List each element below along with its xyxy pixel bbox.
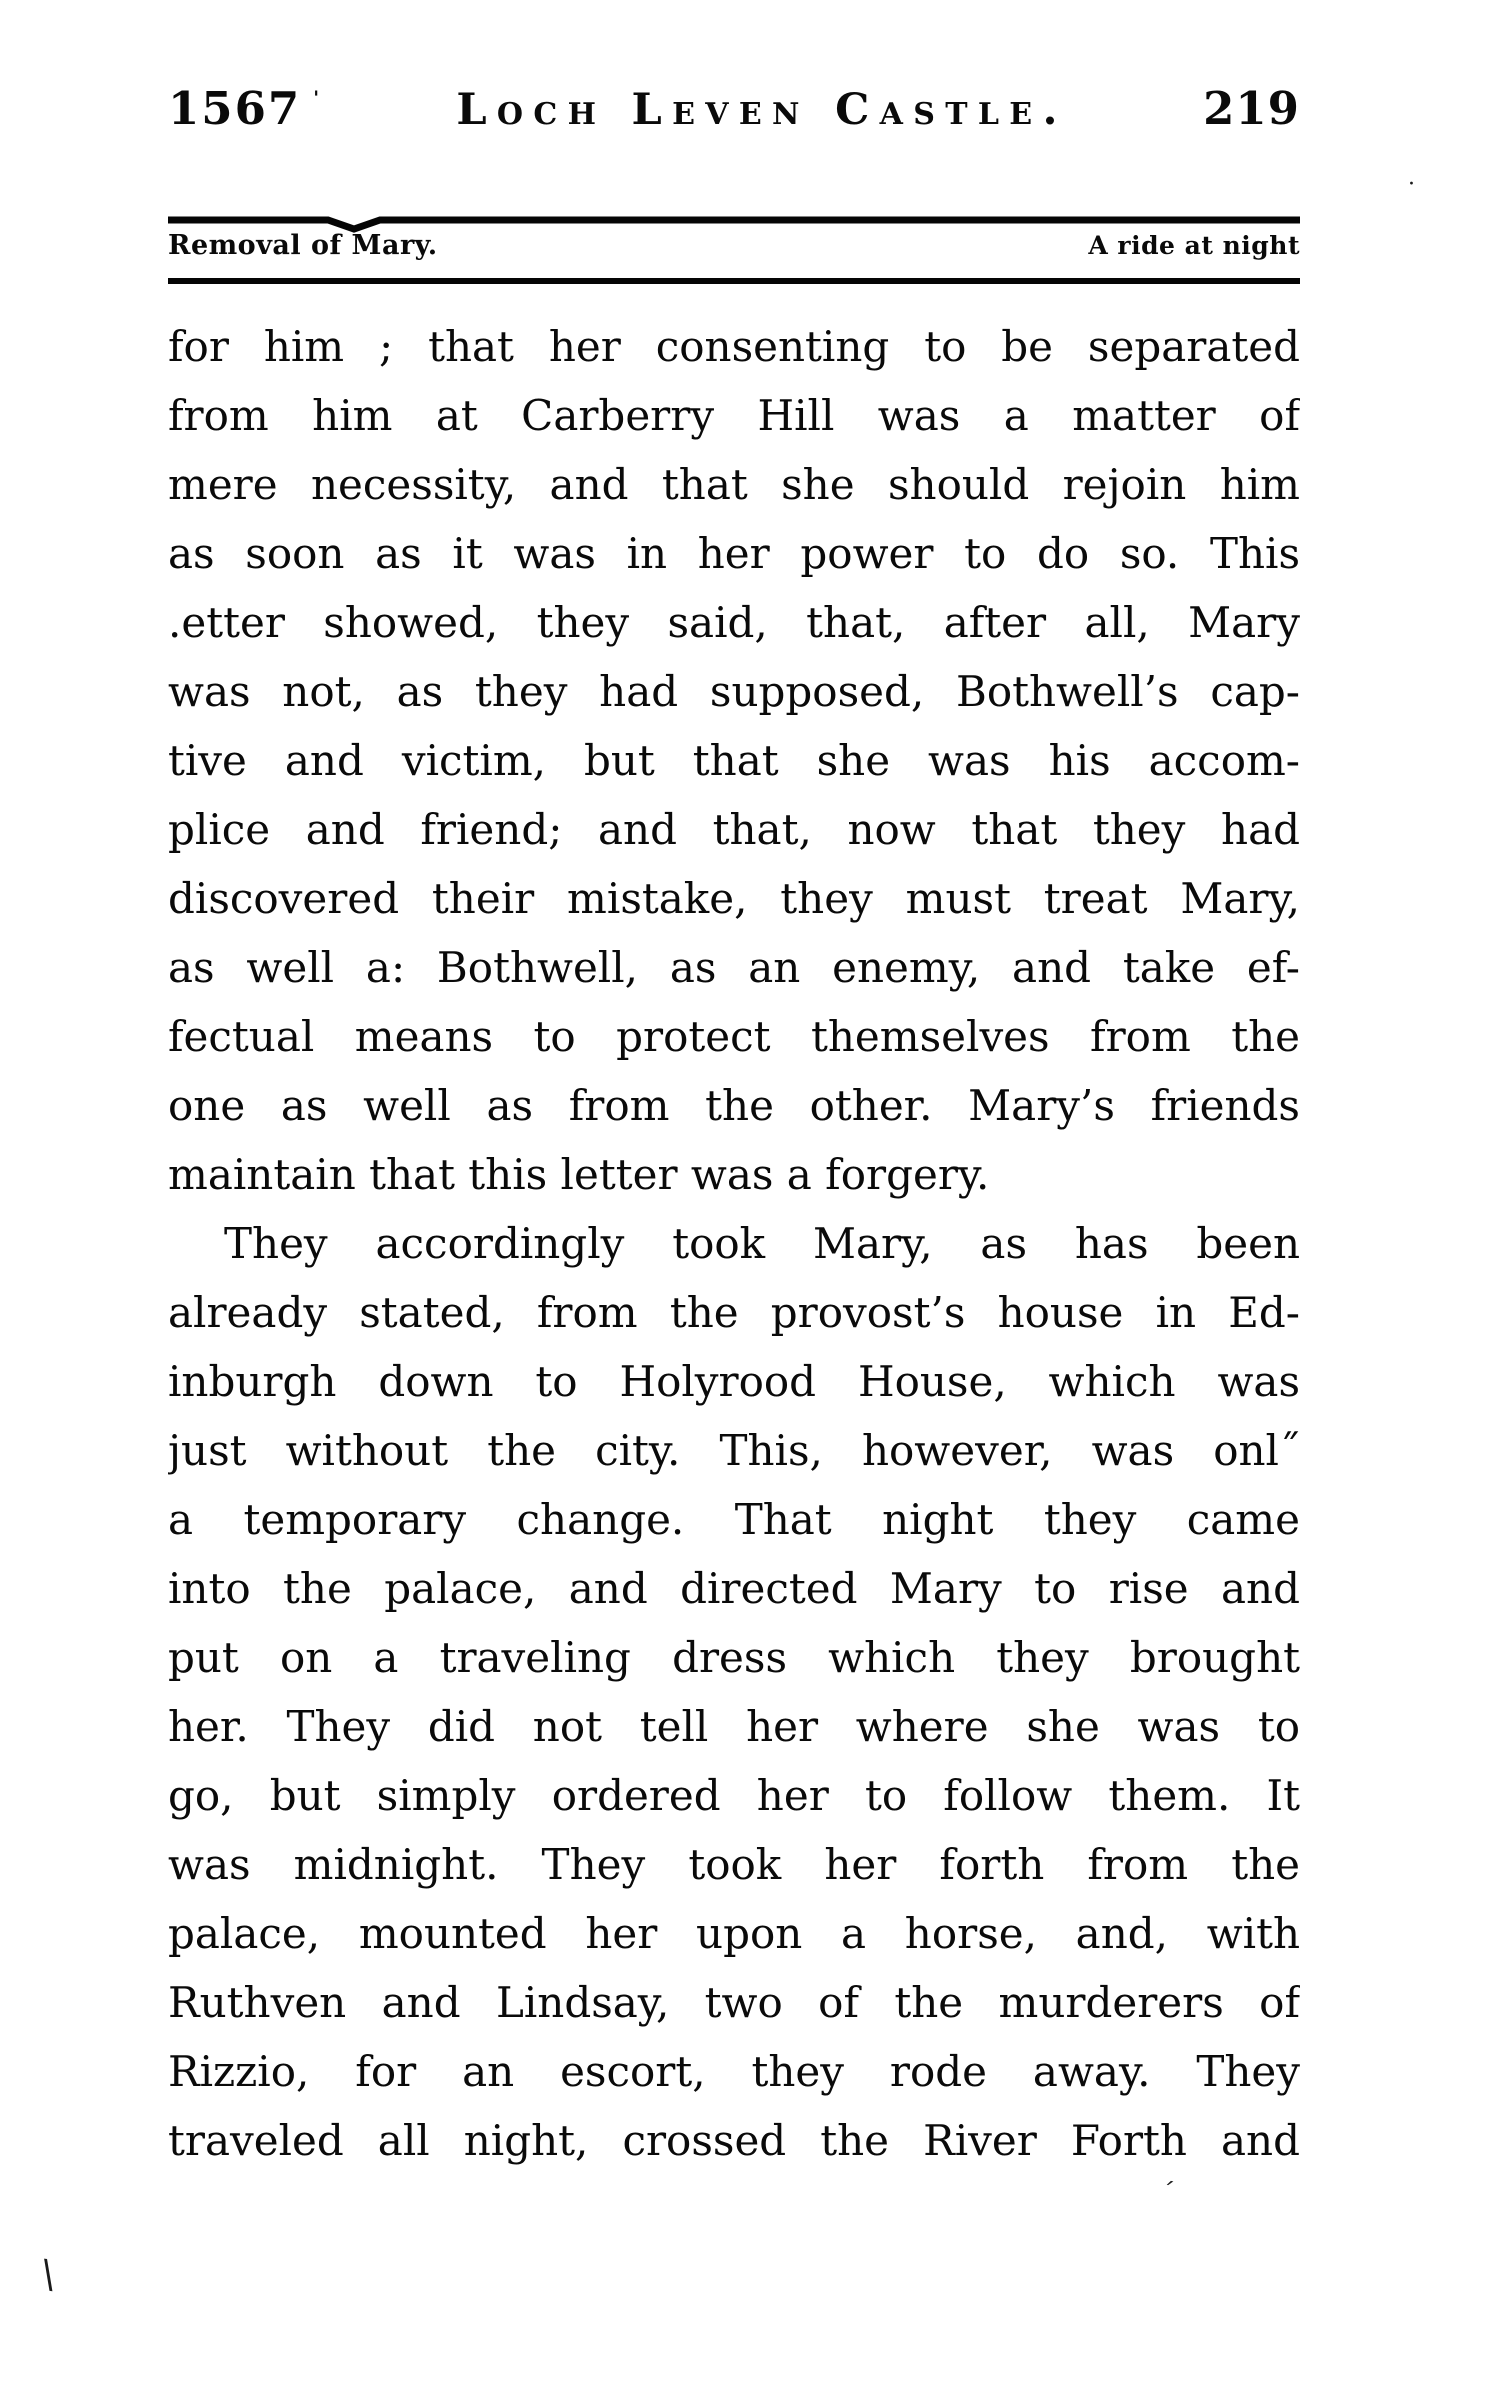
- text-line: put on a traveling dress which they brought: [168, 1633, 1300, 1682]
- scan-mark-after-year: ': [313, 87, 322, 109]
- text-line: her. They did not tell her where she was to: [168, 1702, 1300, 1751]
- running-head-right: A ride at night: [1088, 231, 1300, 260]
- page-body-text: [168, 312, 1300, 2175]
- page-header: [168, 82, 1300, 135]
- text-line: one as well as from the other. Mary’s friends: [168, 1081, 1300, 1130]
- running-heads: [168, 226, 1300, 266]
- text-line-paragraph-end: maintain that this letter was a forgery.: [168, 1150, 990, 1199]
- text-line: go, but simply ordered her to follow them. It: [168, 1771, 1300, 1820]
- text-line: traveled all night, crossed the River Forth and: [168, 2116, 1300, 2165]
- text-line: already stated, from the provost’s house in Ed-: [168, 1288, 1300, 1337]
- text-line: was midnight. They took her forth from the: [168, 1840, 1300, 1889]
- text-line: Ruthven and Lindsay, two of the murderers of: [168, 1978, 1300, 2027]
- text-line: mere necessity, and that she should rejoin him: [168, 460, 1300, 509]
- scan-stray-mark: \: [39, 2251, 58, 2297]
- text-line: as soon as it was in her power to do so. This: [168, 529, 1300, 578]
- text-line: discovered their mistake, they must treat Mary,: [168, 874, 1300, 923]
- text-line: tive and victim, but that she was his accom-: [168, 736, 1300, 785]
- text-line: was not, as they had supposed, Bothwell’s cap-: [168, 667, 1300, 716]
- text-line: as well a: Bothwell, as an enemy, and take ef-: [168, 943, 1300, 992]
- text-line: Rizzio, for an escort, they rode away. They: [168, 2047, 1300, 2096]
- text-line: just without the city. This, however, was onl˝: [168, 1426, 1300, 1475]
- text-line: into the palace, and directed Mary to rise and: [168, 1564, 1300, 1613]
- scan-speck: ·: [1408, 172, 1415, 197]
- text-line: from him at Carberry Hill was a matter of: [168, 391, 1300, 440]
- page-title: Loch Leven Castle.: [456, 85, 1068, 135]
- scan-speck: ˊ: [1157, 2176, 1176, 2210]
- text-line: a temporary change. That night they came: [168, 1495, 1300, 1544]
- text-line: inburgh down to Holyrood House, which was: [168, 1357, 1300, 1406]
- text-line-paragraph-start: They accordingly took Mary, as has been: [224, 1219, 1300, 1268]
- text-line: palace, mounted her upon a horse, and, with: [168, 1909, 1300, 1958]
- header-year-value: 1567: [168, 82, 302, 135]
- text-line: fectual means to protect themselves from the: [168, 1012, 1300, 1061]
- text-line: for him ; that her consenting to be separated: [168, 322, 1300, 371]
- header-year: [168, 82, 321, 135]
- page-number: 219: [1203, 82, 1300, 135]
- text-line: .etter showed, they said, that, after all, Mary: [168, 598, 1300, 647]
- rule-bottom: [168, 278, 1300, 284]
- running-head-left: Removal of Mary.: [168, 230, 438, 261]
- text-line: plice and friend; and that, now that they had: [168, 805, 1300, 854]
